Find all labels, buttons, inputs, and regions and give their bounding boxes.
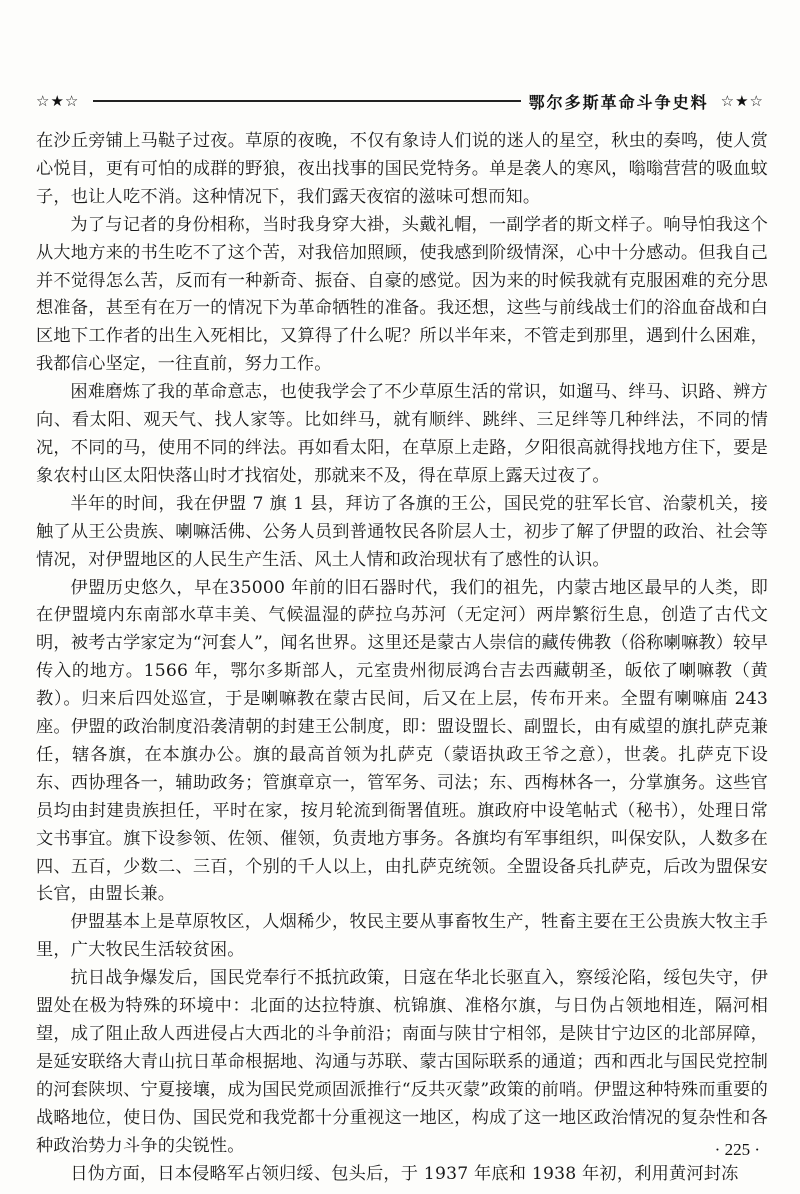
paragraph: 半年的时间，我在伊盟 7 旗 1 县，拜访了各旗的王公，国民党的驻军长官、治蒙机关，接触了从王公贵族、喇嘛活佛、公务人员到普通牧民各阶层人士，初步了解了伊盟的政治、社会等情况，对伊盟地区的人民生产生活、风土人情和政治现状有了感性的认识。 (36, 493, 768, 570)
page-number: · 225 · (714, 1140, 760, 1159)
paragraph: 伊盟历史悠久，早在35000 年前的旧石器时代，我们的祖先，内蒙古地区最早的人类，即在伊盟境内东南部水草丰美、气候温湿的萨拉乌苏河（无定河）两岸繁衍生息，创造了古代文明，被考古学家定为“河套人”，闻名世界。这里还是蒙古人崇信的藏传佛教（俗称喇嘛教）较早传入的地方。1566 年，鄂尔多斯部人，元室贵州彻辰鸿台吉去西藏朝圣，皈依了喇嘛教（黄教）。归来后四处巡宣，于是喇嘛教在蒙古民间，后又在上层，传布开来。全盟有喇嘛庙 243 座。伊盟的政治制度沿袭清朝的封建王公制度，即：盟设盟长、副盟长，由有威望的旗扎萨克兼任，辖各旗，在本旗办公。旗的最高首领为扎萨克（蒙语执政王爷之意），世袭。扎萨克下设东、西协理各一，辅助政务；管旗章京一，管军务、司法；东、西梅林各一，分掌旗务。这些官员均由封建贵族担任，平时在家，按月轮流到衙署值班。旗政府中设笔帖式（秘书），处理日常文书事宜。旗下设参领、佐领、催领，负责地方事务。各旗均有军事组织，叫保安队，人数多在四、五百，少数二、三百，个别的千人以上，由扎萨克统领。全盟设备兵扎萨克，后改为盟保安长官，由盟长兼。 (36, 577, 768, 905)
paragraph: 在沙丘旁铺上马鞑子过夜。草原的夜晚，不仅有象诗人们说的迷人的星空，秋虫的奏鸣，使人赏心悦目，更有可怕的成群的野狼，夜出找事的国民党特务。单是袭人的寒风，嗡嗡营营的吸血蚊子，也让人吃不消。这种情况下，我们露天夜宿的滋味可想而知。 (36, 131, 768, 207)
paragraph: 为了与记者的身份相称，当时我身穿大褂，头戴礼帽，一副学者的斯文样子。响导怕我这个从大地方来的书生吃不了这个苦，对我倍加照顾，使我感到阶级情深，心中十分感动。但我自己并不觉得怎么苦，反而有一种新奇、振奋、自豪的感觉。因为来的时候我就有克服困难的充分思想准备，甚至有在万一的情况下为革命牺牲的准备。我还想，这些与前线战士们的浴血奋战和白区地下工作者的出生入死相比，又算得了什么呢？所以半年来，不管走到那里，遇到什么困难，我都信心坚定，一往直前，努力工作。 (36, 214, 768, 375)
body-text (36, 128, 768, 1188)
header-rule (93, 100, 520, 102)
running-header (36, 90, 764, 112)
paragraph: 困难磨炼了我的革命意志，也使我学会了不少草原生活的常识，如遛马、绊马、识路、辨方向、看太阳、观天气、找人家等。比如绊马，就有顺绊、跳绊、三足绊等几种绊法，不同的情况，不同的马，使用不同的绊法。再如看太阳，在草原上走路，夕阳很高就得找地方住下，要是象农村山区太阳快落山时才找宿处，那就来不及，得在草原上露天过夜了。 (36, 382, 768, 486)
header-right-stars: ☆★☆ (720, 92, 764, 110)
header-left-stars: ☆★☆ (36, 92, 80, 110)
header-title: 鄂尔多斯革命斗争史料 (528, 92, 709, 112)
paragraph: 抗日战争爆发后，国民党奉行不抵抗政策，日寇在华北长驱直入，察绥沦陷，绥包失守，伊盟处在极为特殊的环境中：北面的达拉特旗、杭锦旗、准格尔旗，与日伪占领地相连，隔河相望，成了阻止敌人西进侵占大西北的斗争前沿；南面与陕甘宁相邻，是陕甘宁边区的北部屏障，是延安联络大青山抗日革命根据地、沟通与苏联、蒙古国际联系的通道；西和西北与国民党控制的河套陕坝、宁夏接壤，成为国民党顽固派推行“反共灭蒙”政策的前哨。伊盟这种特殊而重要的战略地位，使日伪、国民党和我党都十分重视这一地区，构成了这一地区政治情况的复杂性和各种政治势力斗争的尖锐性。 (36, 968, 768, 1156)
paragraph: 日伪方面，日本侵略军占领归绥、包头后，于 1937 年底和 1938 年初，利用黄河封冻 (70, 1163, 739, 1184)
paragraph: 伊盟基本上是草原牧区，人烟稀少，牧民主要从事畜牧生产，牲畜主要在王公贵族大牧主手里，广大牧民生活较贫困。 (36, 912, 768, 961)
